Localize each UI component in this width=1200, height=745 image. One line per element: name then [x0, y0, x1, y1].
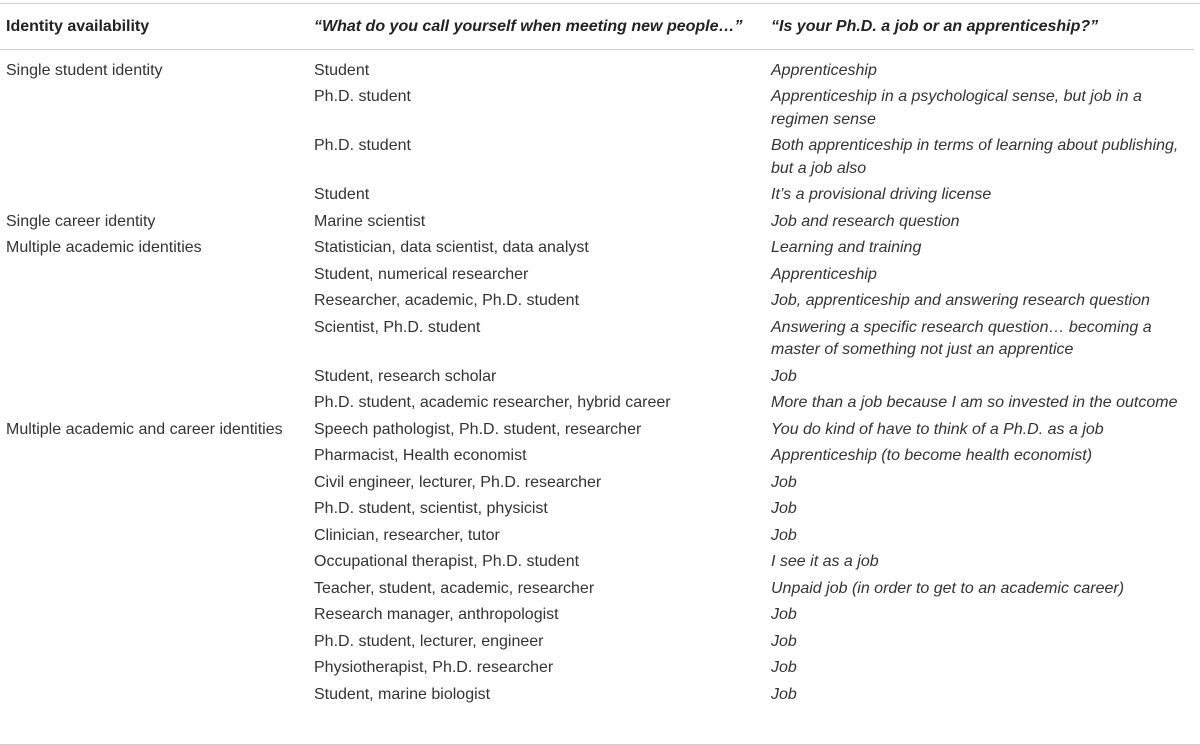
self-name-cell: Statistician, data scientist, data analyst: [314, 239, 589, 256]
identity-table-container: [0, 3, 1200, 745]
self-name-cell: Ph.D. student, lecturer, engineer: [314, 632, 544, 650]
job-or-apprenticeship-cell: Both apprenticeship in terms of learning about publishing, but a job also: [771, 137, 1179, 177]
identity-group-cell: [0, 682, 308, 709]
job-or-apprenticeship-cell: Job: [771, 367, 797, 385]
self-name-cell: Ph.D. student, scientist, physicist: [314, 500, 548, 517]
table-header: [0, 4, 1194, 49]
job-or-apprenticeship-cell: You do kind of have to think of a Ph.D. as a job: [771, 420, 1104, 438]
table-row: [0, 209, 1194, 236]
table-row: [0, 576, 1194, 603]
self-name-cell: Researcher, academic, Ph.D. student: [314, 292, 580, 309]
identity-group-cell: Single student identity: [6, 61, 163, 79]
table-row: [0, 655, 1194, 682]
table-row: [0, 629, 1194, 656]
self-name-cell: Student, numerical researcher: [314, 265, 529, 283]
job-or-apprenticeship-cell: Job, apprenticeship and answering research question: [771, 292, 1150, 309]
self-name-cell: Civil engineer, lecturer, Ph.D. researcher: [314, 473, 602, 491]
job-or-apprenticeship-cell: I see it as a job: [771, 553, 879, 570]
identity-group-cell: [0, 84, 308, 133]
job-or-apprenticeship-cell: Job: [771, 526, 797, 544]
job-or-apprenticeship-cell: Apprenticeship (to become health economist): [771, 447, 1093, 464]
identity-group-cell: [0, 629, 308, 656]
job-or-apprenticeship-cell: Learning and training: [771, 239, 922, 256]
table-row: [0, 49, 1194, 84]
self-name-cell: Marine scientist: [314, 212, 426, 230]
identity-group-cell: [0, 496, 308, 523]
job-or-apprenticeship-cell: Job: [771, 659, 797, 676]
identity-group-cell: Multiple academic identities: [6, 239, 202, 256]
identity-group-cell: [0, 262, 308, 289]
job-or-apprenticeship-cell: Apprenticeship: [771, 61, 877, 79]
identity-group-cell: [0, 523, 308, 550]
self-name-cell: Ph.D. student: [314, 137, 411, 154]
table-row: [0, 602, 1194, 629]
table-row: [0, 682, 1194, 709]
identity-group-cell: Single career identity: [6, 212, 156, 230]
identity-group-cell: [0, 390, 308, 417]
table-row: [0, 496, 1194, 523]
job-or-apprenticeship-cell: Job: [771, 473, 797, 491]
job-or-apprenticeship-cell: Job: [771, 685, 797, 703]
table-row: [0, 133, 1194, 182]
self-name-cell: Scientist, Ph.D. student: [314, 318, 481, 336]
identity-group-cell: [0, 470, 308, 497]
table-row: [0, 315, 1194, 364]
table-row: [0, 390, 1194, 417]
identity-group-cell: [0, 549, 308, 576]
identity-group-cell: [0, 133, 308, 182]
table-row: [0, 84, 1194, 133]
self-name-cell: Physiotherapist, Ph.D. researcher: [314, 659, 554, 676]
table-row: [0, 470, 1194, 497]
identity-group-cell: [0, 655, 308, 682]
identity-group-cell: [0, 315, 308, 364]
identity-group-cell: [0, 443, 308, 470]
table-body: [0, 49, 1194, 708]
table-row: [0, 262, 1194, 289]
self-name-cell: Teacher, student, academic, researcher: [314, 579, 595, 597]
identity-group-cell: [0, 182, 308, 209]
self-name-cell: Ph.D. student, academic researcher, hybrid career: [314, 394, 671, 411]
identity-group-cell: [0, 364, 308, 391]
header-identity-availability: Identity availability: [0, 4, 308, 49]
table-row: [0, 235, 1194, 262]
job-or-apprenticeship-cell: Unpaid job (in order to get to an academic career): [771, 579, 1125, 597]
self-name-cell: Speech pathologist, Ph.D. student, researcher: [314, 420, 642, 438]
table-row: [0, 182, 1194, 209]
self-name-cell: Pharmacist, Health economist: [314, 447, 527, 464]
table-row: [0, 549, 1194, 576]
self-name-cell: Occupational therapist, Ph.D. student: [314, 553, 580, 570]
self-name-cell: Ph.D. student: [314, 88, 411, 105]
identity-group-cell: [0, 576, 308, 603]
identity-group-cell: Multiple academic and career identities: [6, 420, 283, 438]
job-or-apprenticeship-cell: Job and research question: [771, 212, 960, 230]
job-or-apprenticeship-cell: Job: [771, 500, 797, 517]
table-row: [0, 443, 1194, 470]
job-or-apprenticeship-cell: Job: [771, 606, 797, 623]
job-or-apprenticeship-cell: It’s a provisional driving license: [771, 186, 992, 203]
table-row: [0, 523, 1194, 550]
job-or-apprenticeship-cell: More than a job because I am so invested in the outcome: [771, 394, 1178, 411]
identity-table: [0, 4, 1194, 708]
table-row: [0, 417, 1194, 444]
self-name-cell: Research manager, anthropologist: [314, 606, 559, 623]
header-job-or-apprenticeship-question: “Is your Ph.D. a job or an apprenticeship?”: [765, 4, 1194, 49]
table-row: [0, 288, 1194, 315]
self-name-cell: Student, marine biologist: [314, 685, 491, 703]
job-or-apprenticeship-cell: Job: [771, 632, 797, 650]
table-row: [0, 364, 1194, 391]
job-or-apprenticeship-cell: Answering a specific research question… becoming a master of something not just an apprentice: [771, 318, 1152, 358]
self-name-cell: Clinician, researcher, tutor: [314, 526, 500, 544]
identity-group-cell: [0, 602, 308, 629]
self-name-cell: Student: [314, 61, 370, 79]
job-or-apprenticeship-cell: Apprenticeship: [771, 265, 877, 283]
job-or-apprenticeship-cell: Apprenticeship in a psychological sense, but job in a regimen sense: [771, 88, 1142, 128]
self-name-cell: Student: [314, 186, 370, 203]
identity-group-cell: [0, 288, 308, 315]
self-name-cell: Student, research scholar: [314, 367, 497, 385]
header-row: [0, 4, 1194, 49]
header-self-name-question: “What do you call yourself when meeting new people…”: [308, 4, 765, 49]
